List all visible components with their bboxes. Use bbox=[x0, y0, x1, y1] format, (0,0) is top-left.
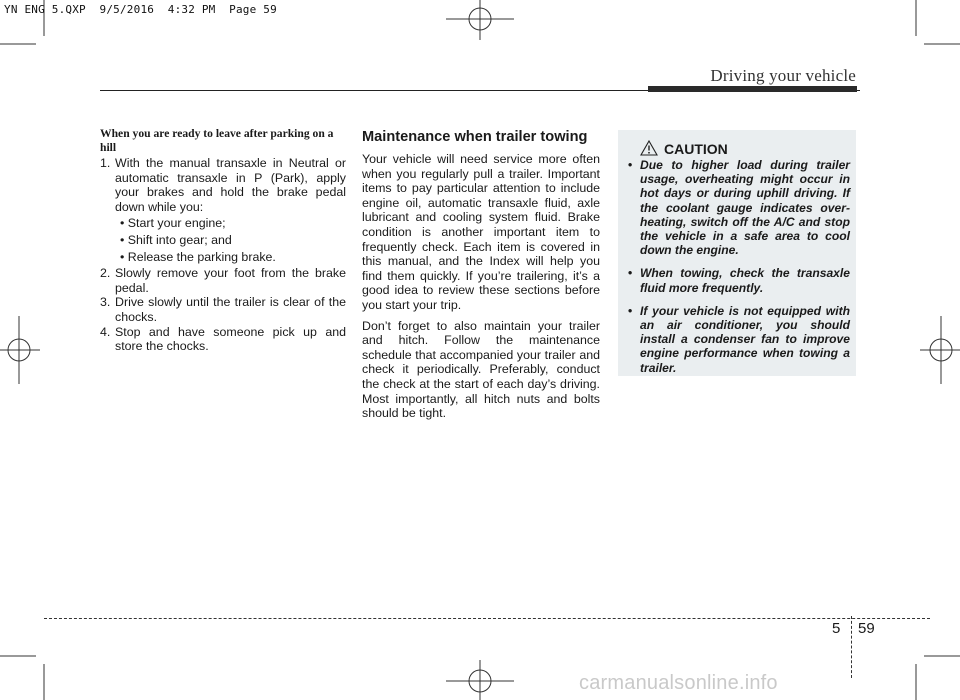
list-item: • Start your engine; bbox=[120, 216, 226, 231]
page-number-separator bbox=[851, 616, 852, 678]
list-item: • Due to higher load during trailer usage, overheating might occur in hot days or during uphill driving. If the coolant gauge indicates over-heating, switch off the A/C and stop the vehicle in a safe area to cool down the engine. bbox=[628, 158, 850, 257]
hill-start-steps bbox=[100, 156, 346, 354]
hill-start-section bbox=[100, 127, 346, 354]
chapter-number: 5 bbox=[832, 620, 841, 637]
list-item bbox=[100, 156, 346, 264]
step-number: 3. bbox=[100, 295, 111, 310]
section-title: Driving your vehicle bbox=[710, 66, 856, 85]
step-text: Stop and have someone pick up and store the chocks. bbox=[115, 324, 346, 354]
warning-triangle-icon bbox=[640, 140, 658, 156]
footer-rule bbox=[44, 618, 930, 619]
list-item: • Shift into gear; and bbox=[120, 232, 232, 247]
maintenance-paragraph: Your vehicle will need service more often when you regularly pull a trailer. Important items to pay particular attention to include engine oil, automatic transaxle fluid, axle lubricant and cooling system fluid. Brake condition is another important item to frequently check. Each item is covered in this manual, and the Index will help you find them quickly. If you’re trailering, it’s a good idea to review these sections before you start your trip. bbox=[362, 152, 600, 312]
caution-title: CAUTION bbox=[664, 141, 728, 157]
header-rule-accent bbox=[648, 86, 857, 92]
page-number: 59 bbox=[858, 620, 875, 637]
caution-box bbox=[618, 130, 856, 376]
step-text: Slowly remove your foot from the brake pedal. bbox=[115, 266, 346, 295]
step-text: With the manual transaxle in Neutral or automatic transaxle in P (Park), apply your brakes and hold the brake pedal down while you: bbox=[115, 156, 346, 214]
step-number: 4. bbox=[100, 324, 111, 339]
step-bullets bbox=[115, 216, 346, 264]
step-text: Drive slowly until the trailer is clear of the chocks. bbox=[115, 295, 346, 324]
print-slug: YN ENG 5.QXP 9/5/2016 4:32 PM Page 59 bbox=[4, 3, 277, 16]
list-item: • If your vehicle is not equipped with an air conditioner, you should install a condenser fan to improve engine performance when towing a trailer. bbox=[628, 304, 850, 375]
list-item: • When towing, check the transaxle fluid more frequently. bbox=[628, 266, 850, 294]
maintenance-section bbox=[362, 129, 600, 427]
list-item bbox=[100, 295, 346, 324]
list-item bbox=[100, 266, 346, 295]
step-number: 1. bbox=[100, 156, 111, 170]
list-item bbox=[100, 325, 346, 354]
watermark: carmanualsonline.info bbox=[579, 672, 778, 694]
caution-list bbox=[628, 158, 850, 384]
maintenance-heading: Maintenance when trailer towing bbox=[362, 129, 588, 145]
list-item: • Release the parking brake. bbox=[120, 249, 276, 264]
maintenance-paragraph: Don’t forget to also maintain your trailer and hitch. Follow the maintenance schedule that accompanied your trailer and check it periodically. Preferably, conduct the check at the start of each day’s driving. Most importantly, all hitch nuts and bolts should be tight. bbox=[362, 318, 600, 421]
step-number: 2. bbox=[100, 266, 111, 281]
hill-start-subheading: When you are ready to leave after parking on a hill bbox=[100, 127, 334, 154]
